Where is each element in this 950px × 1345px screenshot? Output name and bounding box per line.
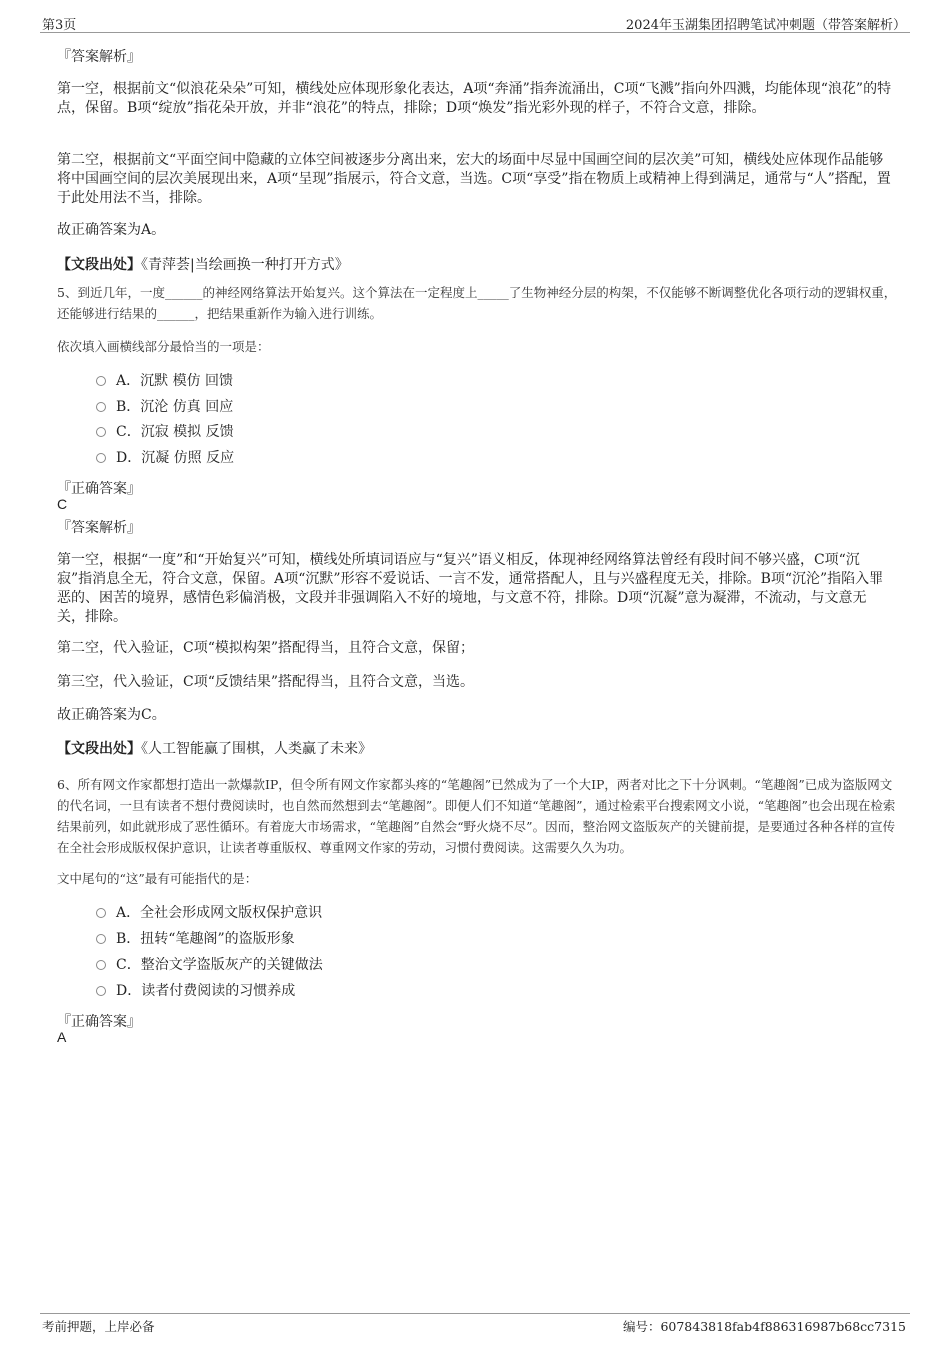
- question-5-prompt: 依次填入画横线部分最恰当的一项是：: [57, 339, 270, 354]
- option-letter: A．: [116, 373, 141, 389]
- question-5-correct-label: 『正确答案』: [57, 481, 141, 497]
- question-6-correct-answer: A: [57, 1029, 67, 1045]
- analysis-label-prev: 『答案解析』: [57, 49, 141, 65]
- question-5-source-line: [57, 740, 892, 759]
- radio-icon[interactable]: [96, 453, 106, 463]
- document-title: 2024年玉湖集团招聘笔试冲刺题（带答案解析）: [625, 18, 906, 33]
- analysis-paragraph-1-prev: 第一空，根据前文“似浪花朵朵”可知，横线处应体现形象化表达，A项“奔涌”指奔流涌出，C项“飞溅”指向外四溅，均能体现“浪花”的特点，保留。B项“绽放”指花朵开放，并非“浪花”的特点，排除；D项“焕发”指光彩外现的样子，不符合文意，排除。: [57, 81, 892, 116]
- footer-slogan: 考前押题，上岸必备: [42, 1319, 155, 1334]
- option-letter: D．: [116, 450, 142, 466]
- source-label: 【文段出处】: [57, 741, 141, 757]
- option-letter: D．: [116, 983, 142, 999]
- question-6-option-a[interactable]: [96, 904, 322, 922]
- source-line-prev: [57, 256, 892, 275]
- analysis-paragraph-2-prev: 第二空，根据前文“平面空间中隐藏的立体空间被逐步分离出来，宏大的场面中尽显中国画空间的层次美”可知，横线处应体现作品能够将中国画空间的层次美展现出来，A项“呈现”指展示，符合文意，当选。C项“享受”指在物质上或精神上得到满足，通常与“人”搭配，置于此处用法不当，排除。: [57, 152, 891, 206]
- question-5-analysis-label: 『答案解析』: [57, 520, 141, 536]
- radio-icon[interactable]: [96, 908, 106, 918]
- radio-icon[interactable]: [96, 986, 106, 996]
- conclusion-prev: 故正确答案为A。: [57, 222, 166, 238]
- option-letter: C．: [116, 957, 141, 973]
- source-title: 《人工智能赢了围棋，人类赢了未来》: [141, 741, 372, 757]
- source-label: 【文段出处】: [57, 257, 141, 273]
- question-5-conclusion: 故正确答案为C。: [57, 707, 166, 723]
- option-letter: B．: [116, 931, 141, 947]
- option-text: 沉寂 模拟 反馈: [140, 424, 234, 440]
- option-letter: A．: [116, 905, 141, 921]
- option-text: 沉默 模仿 回馈: [140, 373, 234, 389]
- option-text: 沉凝 仿照 反应: [141, 450, 235, 466]
- question-6-stem: 6、所有网文作家都想打造出一款爆款IP，但令所有网文作家都头疼的“笔趣阁”已然成为了一个大IP，两者对比之下十分讽刺。“笔趣阁”已成为盗版网文的代名词，一旦有读者不想付费阅读时，也自然而然想到去“笔趣阁”。即便人们不知道“笔趣阁”，通过检索平台搜索网文小说，“笔趣阁”也会出现在检索结果前列，如此就形成了恶性循环。有着庞大市场需求，“笔趣阁”自然会“野火烧不尽”。因而，整治网文盗版灰产的关键前提，是要通过各种各样的宣传在全社会形成版权保护意识，让读者尊重版权、尊重网文作家的劳动，习惯付费阅读。这需要久久为功。: [57, 777, 896, 855]
- question-5-stem: 5、到近几年，一度______的神经网络算法开始复兴。这个算法在一定程度上_____了生物神经分层的构架，不仅能够不断调整优化各项行动的逻辑权重，还能够进行结果的______，把结果重新作为输入进行训练。: [57, 285, 897, 321]
- option-letter: C．: [116, 424, 141, 440]
- question-6-prompt: 文中尾句的“这”最有可能指代的是：: [57, 871, 258, 886]
- question-5-analysis-paragraph-3: 第三空，代入验证，C项“反馈结果”搭配得当，且符合文意，当选。: [57, 674, 475, 690]
- question-5-option-b[interactable]: [96, 398, 233, 416]
- document-id: 编号：607843818fab4f886316987b68cc7315: [622, 1319, 906, 1334]
- source-title: 《青萍荟|当绘画换一种打开方式》: [141, 257, 349, 273]
- question-5-analysis-paragraph-2: 第二空，代入验证，C项“模拟构架”搭配得当，且符合文意，保留；: [57, 640, 475, 656]
- radio-icon[interactable]: [96, 427, 106, 437]
- question-6-option-c[interactable]: [96, 956, 323, 974]
- option-text: 扭转“笔趣阁”的盗版形象: [140, 931, 295, 947]
- radio-icon[interactable]: [96, 934, 106, 944]
- question-6-correct-label: 『正确答案』: [57, 1014, 141, 1030]
- option-text: 读者付费阅读的习惯养成: [141, 983, 296, 999]
- option-text: 全社会形成网文版权保护意识: [140, 905, 323, 921]
- question-5-correct-answer: C: [57, 496, 68, 512]
- page-header: [40, 12, 910, 33]
- question-6-option-b[interactable]: [96, 930, 295, 948]
- radio-icon[interactable]: [96, 402, 106, 412]
- page-footer: [40, 1313, 910, 1336]
- radio-icon[interactable]: [96, 376, 106, 386]
- question-5-option-a[interactable]: [96, 372, 233, 390]
- page-number: 第3页: [42, 18, 77, 33]
- question-5-option-c[interactable]: [96, 423, 234, 441]
- radio-icon[interactable]: [96, 960, 106, 970]
- option-text: 沉沦 仿真 回应: [140, 399, 234, 415]
- question-5-option-d[interactable]: [96, 449, 234, 467]
- question-6-option-d[interactable]: [96, 982, 295, 1000]
- option-letter: B．: [116, 399, 141, 415]
- option-text: 整治文学盗版灰产的关键做法: [140, 957, 323, 973]
- question-5-analysis-paragraph-1: 第一空，根据“一度”和“开始复兴”可知，横线处所填词语应与“复兴”语义相反，体现神经网络算法曾经有段时间不够兴盛，C项“沉寂”指消息全无，符合文意，保留。A项“沉默”形容不爱说话、一言不发，通常搭配人，且与兴盛程度无关，排除。B项“沉沦”指陷入罪恶的、困苦的境界，感情色彩偏消极，文段并非强调陷入不好的境地，与文意不符，排除。D项“沉凝”意为凝滞，不流动，与文意无关，排除。: [57, 552, 884, 625]
